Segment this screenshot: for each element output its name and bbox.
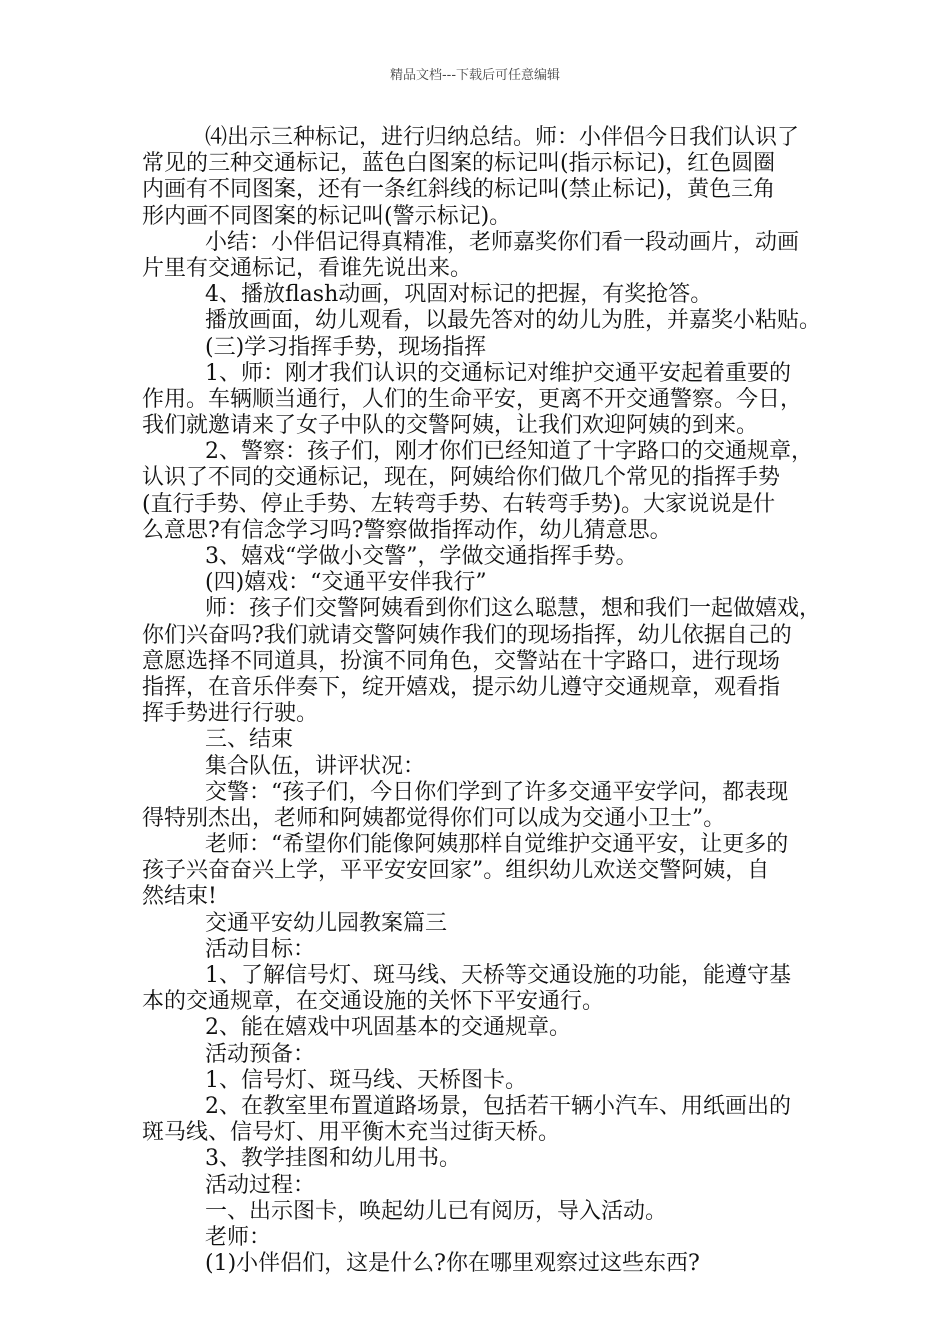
text-line: 小结：小伴侣记得真精准，老师嘉奖你们看一段动画片，动画	[205, 229, 800, 255]
text-line: 2、能在嬉戏中巩固基本的交通规章。	[205, 1015, 571, 1041]
text-line: 常见的三种交通标记，蓝色白图案的标记叫(指示标记)，红色圆圈	[142, 151, 776, 177]
text-line: 挥手势进行行驶。	[142, 701, 319, 727]
text-line: 一、出示图卡，唤起幼儿已有阅历，导入活动。	[205, 1198, 668, 1224]
text-line: 交警：“孩子们，今日你们学到了许多交通平安学问，都表现	[205, 779, 789, 805]
text-line: (三)学习指挥手势，现场指挥	[205, 334, 487, 360]
text-line: 然结束!	[142, 884, 217, 910]
text-line: 3、教学挂图和幼儿用书。	[205, 1146, 461, 1172]
text-line: 3、嬉戏“学做小交警”，学做交通指挥手势。	[205, 544, 638, 569]
text-line: 活动预备：	[205, 1041, 316, 1067]
text-line: 老师：“希望你们能像阿姨那样自觉维护交通平安，让更多的	[205, 832, 789, 858]
text-line: 4、播放flash动画，巩固对标记的把握，有奖抢答。	[205, 282, 713, 308]
text-line: 活动过程：	[205, 1172, 316, 1198]
text-line: (直行手势、停止手势、左转弯手势、右转弯手势)。大家说说是什	[142, 491, 776, 517]
text-line: 1、信号灯、斑马线、天桥图卡。	[205, 1067, 527, 1093]
text-line: 你们兴奋吗?我们就请交警阿姨作我们的现场指挥，幼儿依据自己的	[142, 622, 792, 648]
text-line: (1)小伴侣们，这是什么?你在哪里观察过这些东西?	[205, 1251, 700, 1277]
text-line: 得特别杰出，老师和阿姨都觉得你们可以成为交通小卫士”。	[142, 805, 726, 831]
text-line: 指挥，在音乐伴奏下，绽开嬉戏，提示幼儿遵守交通规章，观看指	[142, 674, 781, 700]
text-line: 斑马线、信号灯、用平衡木充当过街天桥。	[142, 1120, 561, 1146]
text-line: 活动目标：	[205, 936, 316, 962]
text-line: 本的交通规章，在交通设施的关怀下平安通行。	[142, 989, 605, 1015]
text-line: 我们就邀请来了女子中队的交警阿姨，让我们欢迎阿姨的到来。	[142, 413, 759, 439]
text-line: 2、在教室里布置道路场景，包括若干辆小汽车、用纸画出的	[205, 1093, 791, 1119]
text-line: 集合队伍，讲评状况：	[205, 753, 426, 779]
text-line: 片里有交通标记，看谁先说出来。	[142, 255, 473, 281]
text-line: 播放画面，幼儿观看，以最先答对的幼儿为胜，并嘉奖小粘贴。	[205, 308, 822, 334]
text-line: 1、了解信号灯、斑马线、天桥等交通设施的功能，能遵守基	[205, 963, 791, 988]
text-line: 老师：	[205, 1224, 272, 1250]
text-line: 作用。车辆顺当通行，人们的生命平安，更离不开交通警察。今日，	[142, 386, 803, 412]
text-line: 师：孩子们交警阿姨看到你们这么聪慧，想和我们一起做嬉戏，	[205, 596, 822, 622]
text-line: ⑷出示三种标记，进行归纳总结。师：小伴侣今日我们认识了	[205, 125, 800, 150]
text-line: 认识了不同的交通标记，现在，阿姨给你们做几个常见的指挥手势	[142, 465, 781, 491]
text-line: 内画有不同图案，还有一条红斜线的标记叫(禁止标记)，黄色三角	[142, 177, 776, 203]
text-line: (四)嬉戏：“交通平安伴我行”	[205, 570, 487, 596]
document-body	[142, 125, 822, 1277]
text-line: 2、警察：孩子们，刚才你们已经知道了十字路口的交通规章，	[205, 439, 813, 465]
text-line: 1、师：刚才我们认识的交通标记对维护交通平安起着重要的	[205, 360, 791, 386]
text-line: 交通平安幼儿园教案篇三	[205, 910, 448, 936]
text-line: 孩子兴奋奋兴上学，平平安安回家”。组织幼儿欢送交警阿姨，自	[142, 858, 770, 884]
text-line: 么意思?有信念学习吗?警察做指挥动作，幼儿猜意思。	[142, 517, 672, 543]
text-line: 形内画不同图案的标记叫(警示标记)。	[142, 203, 512, 229]
page-header: 精品文档---下载后可任意编辑	[389, 68, 561, 83]
text-line: 意愿选择不同道具，扮演不同角色，交警站在十字路口，进行现场	[142, 648, 781, 674]
text-line: 三、结束	[205, 727, 294, 753]
